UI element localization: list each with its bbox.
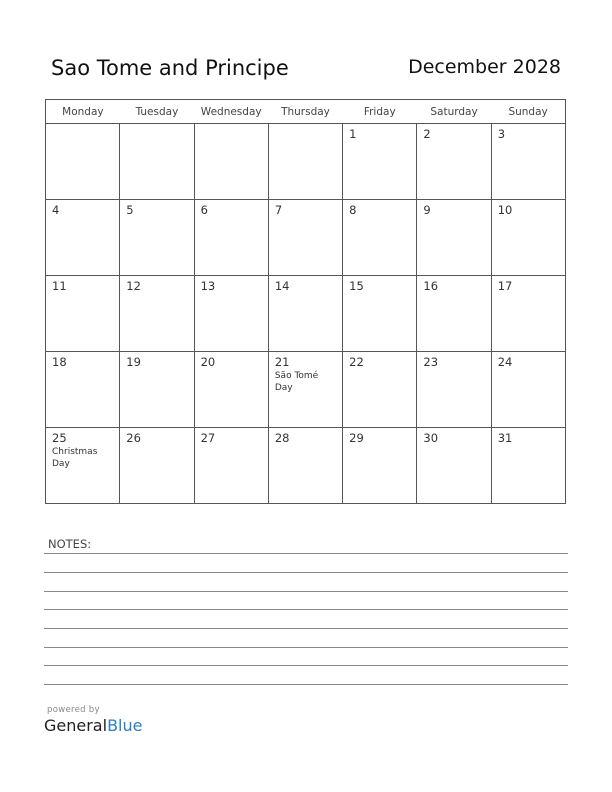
weekday-header: Sunday	[491, 100, 565, 124]
calendar-day-cell[interactable]	[491, 428, 565, 504]
day-number: 19	[126, 355, 141, 369]
day-number: 3	[497, 127, 506, 141]
day-number: 18	[52, 355, 67, 369]
calendar-day-cell[interactable]	[194, 200, 268, 276]
calendar-day-cell[interactable]	[491, 124, 565, 200]
calendar-grid	[45, 99, 566, 504]
day-number: 2	[423, 127, 431, 141]
logo-general-text: General	[44, 716, 108, 735]
calendar-day-cell[interactable]	[46, 124, 120, 200]
day-number: 22	[349, 355, 364, 369]
weekday-header: Friday	[343, 100, 417, 124]
calendar-week-row	[46, 276, 566, 352]
calendar-day-cell[interactable]	[343, 428, 417, 504]
day-number: 20	[200, 355, 216, 369]
holiday-label: São Tomé Day	[274, 371, 319, 393]
calendar-month-title: December 2028	[408, 56, 561, 78]
note-line	[44, 628, 568, 629]
calendar-day-cell[interactable]	[120, 124, 194, 200]
day-number: 15	[349, 279, 364, 293]
calendar-day-cell[interactable]	[120, 200, 194, 276]
day-number: 11	[52, 279, 67, 293]
notes-label: NOTES:	[48, 537, 92, 551]
calendar-day-cell[interactable]	[417, 352, 491, 428]
holiday-label: Christmas Day	[52, 447, 98, 469]
day-number: 16	[423, 279, 439, 293]
day-number: 9	[423, 203, 431, 217]
day-number: 25	[52, 431, 67, 445]
day-number: 1	[349, 127, 357, 141]
calendar-week-row	[46, 352, 566, 428]
day-number: 12	[126, 279, 141, 293]
note-line	[44, 553, 568, 554]
calendar-day-cell[interactable]	[120, 276, 194, 352]
calendar-day-cell[interactable]	[268, 428, 342, 504]
note-line	[44, 665, 568, 666]
note-line	[44, 684, 568, 685]
day-number: 31	[497, 431, 513, 445]
note-line	[44, 591, 568, 592]
weekday-header: Wednesday	[194, 100, 268, 124]
calendar-day-cell[interactable]	[343, 276, 417, 352]
day-number: 29	[349, 431, 364, 445]
day-number: 21	[274, 355, 290, 369]
calendar-week-row	[46, 428, 566, 504]
calendar-day-cell[interactable]	[46, 428, 120, 504]
calendar-day-cell[interactable]	[491, 200, 565, 276]
calendar-day-cell[interactable]	[491, 352, 565, 428]
calendar-day-cell[interactable]	[46, 276, 120, 352]
day-number: 4	[52, 203, 60, 217]
calendar-day-cell[interactable]	[268, 352, 342, 428]
calendar-day-cell[interactable]	[268, 124, 342, 200]
weekday-header: Thursday	[268, 100, 342, 124]
calendar-week-row	[46, 200, 566, 276]
calendar-day-cell[interactable]	[417, 200, 491, 276]
calendar-day-cell[interactable]	[343, 352, 417, 428]
powered-by-text: powered by	[47, 705, 100, 715]
day-number: 28	[274, 431, 290, 445]
day-number: 30	[423, 431, 439, 445]
weekday-header: Tuesday	[120, 100, 194, 124]
weekday-header: Saturday	[417, 100, 491, 124]
calendar-day-cell[interactable]	[194, 276, 268, 352]
calendar-day-cell[interactable]	[417, 124, 491, 200]
calendar-week-row	[46, 124, 566, 200]
day-number: 8	[349, 203, 357, 217]
calendar-day-cell[interactable]	[417, 428, 491, 504]
calendar-day-cell[interactable]	[417, 276, 491, 352]
day-number: 24	[497, 355, 513, 369]
calendar-day-cell[interactable]	[120, 428, 194, 504]
calendar-day-cell[interactable]	[46, 200, 120, 276]
day-number: 23	[423, 355, 439, 369]
day-number: 26	[126, 431, 141, 445]
weekday-header: Monday	[46, 100, 120, 124]
calendar-day-cell[interactable]	[194, 352, 268, 428]
note-line	[44, 609, 568, 610]
note-line	[44, 572, 568, 573]
day-number: 13	[200, 279, 216, 293]
calendar-day-cell[interactable]	[120, 352, 194, 428]
weekday-header-row	[46, 100, 566, 124]
day-number: 27	[200, 431, 216, 445]
calendar-day-cell[interactable]	[268, 276, 342, 352]
calendar-country-title: Sao Tome and Principe	[51, 56, 289, 80]
day-number: 5	[126, 203, 134, 217]
generalblue-logo[interactable]	[44, 716, 142, 735]
calendar-day-cell[interactable]	[46, 352, 120, 428]
day-number: 10	[497, 203, 513, 217]
day-number: 14	[274, 279, 290, 293]
calendar-day-cell[interactable]	[343, 200, 417, 276]
calendar-day-cell[interactable]	[491, 276, 565, 352]
calendar-day-cell[interactable]	[194, 428, 268, 504]
day-number: 7	[274, 203, 283, 217]
logo-blue-text: Blue	[107, 716, 143, 735]
day-number: 17	[497, 279, 513, 293]
day-number: 6	[200, 203, 208, 217]
calendar-day-cell[interactable]	[343, 124, 417, 200]
calendar-day-cell[interactable]	[194, 124, 268, 200]
note-line	[44, 647, 568, 648]
calendar-day-cell[interactable]	[268, 200, 342, 276]
